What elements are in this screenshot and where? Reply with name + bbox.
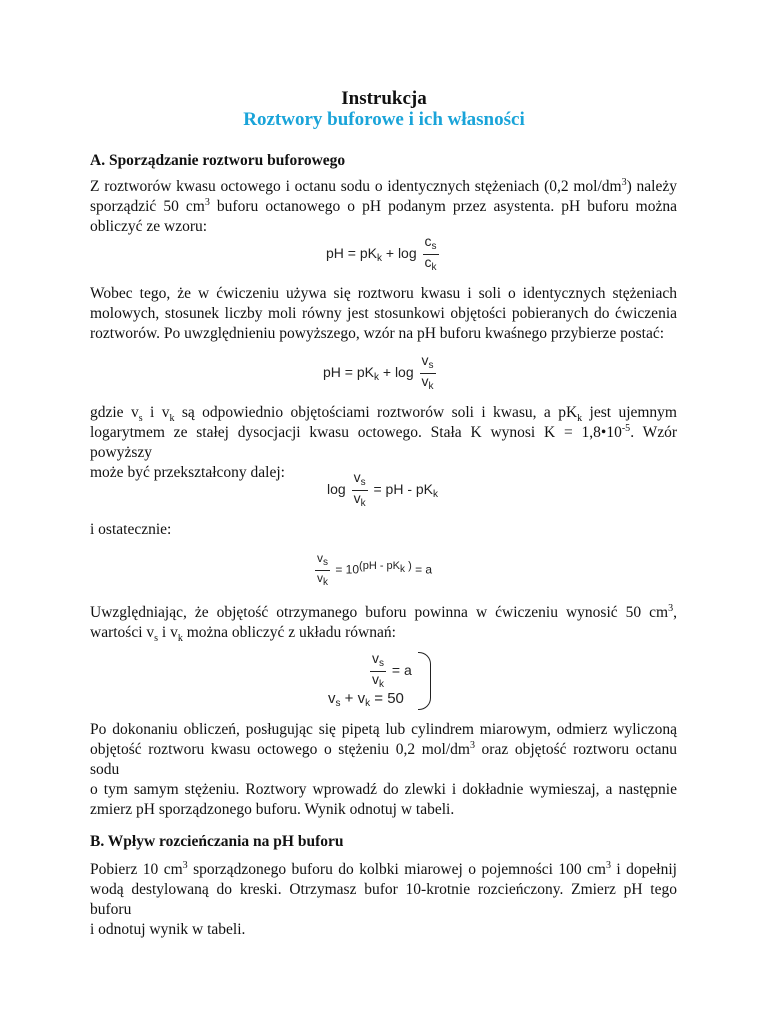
section-b-heading: B. Wpływ rozcieńczania na pH buforu	[90, 833, 344, 850]
formula-ph-concentration: pH = $pK_k + \log$ $\frac{c_s}{c_k}$	[326, 233, 437, 273]
document-title: Instrukcja	[341, 88, 427, 109]
fraction-vs-vk: $\frac{v_s}{v_k}$	[421, 352, 434, 392]
section-a-paragraph-4: i ostatecznie:	[90, 521, 172, 538]
equation-brace	[418, 652, 431, 710]
fraction-vs-vk-log: $\frac{v_s}{v_k}$	[353, 469, 366, 509]
formula-ratio-power: $\frac{v_s}{v_k}$ = 10(pH - pKk ) = a	[317, 551, 433, 588]
section-a-paragraph-3: gdzie $v_s$ i $v_k$ są odpowiednio objętościami roztworów soli i kwasu, a $pK_k$ jest ujemnym logarytmem ze stałej dysocjacji kwasu octowego. Stała K wynosi $K = 1,8•10^{-5}$. Wzór powyższy może być przekształcony dalej:	[90, 404, 677, 481]
section-a-paragraph-6: Po dokonaniu obliczeń, posługując się pipetą lub cylindrem miarowym, odmierz wyliczoną objętość roztworu kwasu octowego o stężeniu 0,2 mol/$dm^3$ oraz objętość roztworu octanu sodu o tym samym stężeniu. Roztwory wprowadź do zlewki i dokładnie wymieszaj, a następnie zmierz pH sporządzonego buforu. Wynik odnotuj w tabeli.	[90, 721, 678, 818]
section-a-heading: A. Sporządzanie roztworu buforowego	[90, 152, 346, 169]
section-a-paragraph-5: Uwzględniając, że objętość otrzymanego buforu powinna w ćwiczeniu wynosić 50 $cm^3$, wartości $v_s$ i $v_k$ można obliczyć z układu równań:	[90, 602, 677, 645]
formula-log-ratio: log $\frac{v_s}{v_k}$ = pH - $pK_k$	[327, 469, 438, 509]
fraction-vs-vk-power: $\frac{v_s}{v_k}$	[317, 551, 328, 588]
section-a-paragraph-1: Z roztworów kwasu octowego i octanu sodu o identycznych stężeniach (0,2 mol/$dm^3$) należy sporządzić 50 $cm^3$ buforu octanowego o pH podanym przez asystenta. pH buforu można obliczyć ze wzoru:	[90, 176, 677, 235]
formula-ph-volume: pH = $pK_k + \log$ $\frac{v_s}{v_k}$	[323, 352, 434, 392]
section-a-paragraph-2: Wobec tego, że w ćwiczeniu używa się roztworu kwasu i soli o identycznych stężeniach molowych, stosunek liczby moli równy jest stosunkowi objętości pobieranych do ćwiczenia roztworów. Po uwzględnieniu powyższego, wzór na pH buforu kwaśnego przybierze postać:	[90, 285, 677, 342]
section-b-paragraph-1: Pobierz 10 $cm^3$ sporządzonego buforu do kolbki miarowej o pojemności 100 $cm^3$ i dopełnij wodą destylowaną do kreski. Otrzymasz bufor 10-krotnie rozcieńczony. Zmierz pH tego buforu i odnotuj wynik w tabeli.	[90, 859, 677, 938]
equation-sum: $v_s + v_k = 50$	[328, 690, 404, 709]
document-subtitle: Roztwory buforowe i ich własności	[243, 109, 525, 130]
fraction-cs-ck: $\frac{c_s}{c_k}$	[424, 233, 437, 273]
equation-ratio: $\frac{v_s}{v_k}$ = a	[372, 650, 412, 690]
